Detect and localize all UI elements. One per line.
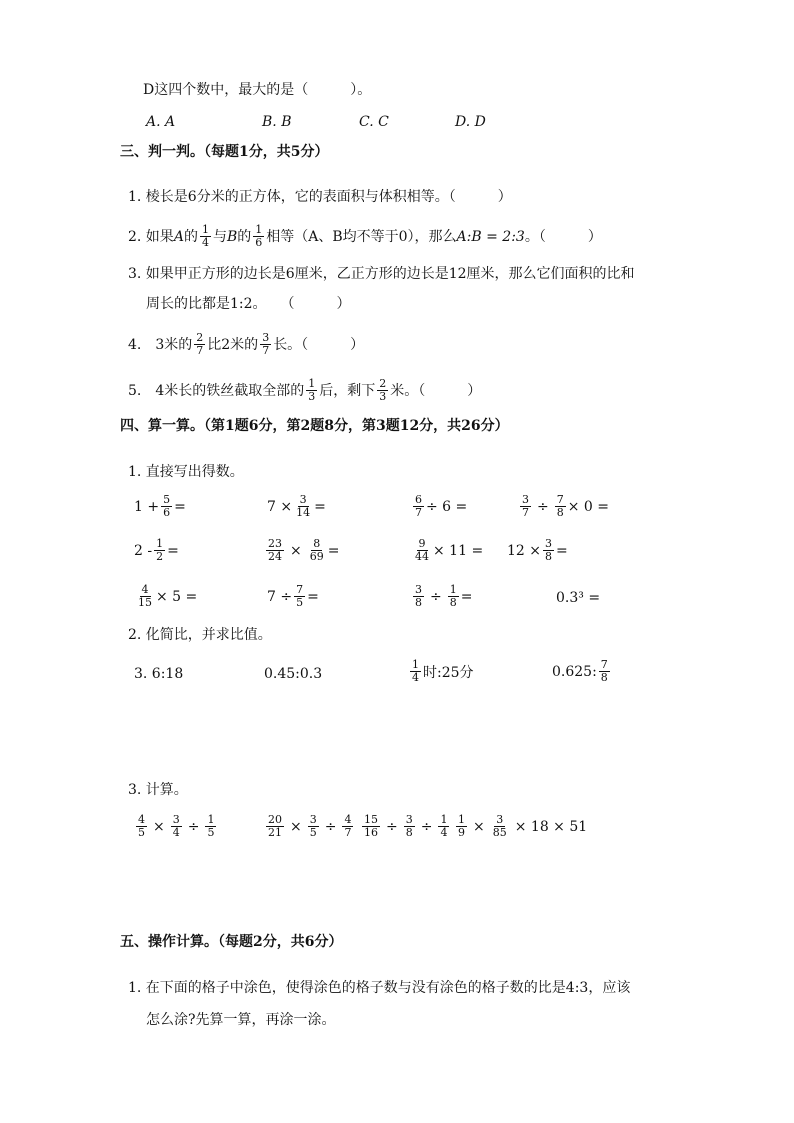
calc-expr-1: $\frac{4}{5}$ × $\frac{3}{4}$ ÷ $\frac{1}{5}$ <box>138 813 215 839</box>
calc-expr-3: $\frac{15}{16}$ ÷ $\frac{3}{8}$ ÷ $\frac{1}{4}$ <box>364 813 448 839</box>
item-text: 相等（A、B均不等于0），那么 <box>266 228 457 245</box>
judge-item-5 <box>128 378 481 403</box>
item-text: 5. 4米长的铁丝截取全部的 <box>128 382 305 399</box>
item-text: 。（ ） <box>524 228 602 245</box>
calc-expr-4: $\frac{1}{9}$ × $\frac{3}{85}$ × 18 × 51 <box>458 813 588 839</box>
item-text: 与 <box>212 228 227 245</box>
item-var: B <box>226 228 238 245</box>
direct-calc-r1c3: $\frac{6}{7}$ ÷ 6 = <box>415 493 468 519</box>
direct-calc-r1c4: $\frac{3}{7}$ ÷ $\frac{7}{8}$ × 0 = <box>522 493 610 519</box>
item-text: 4. 3米的 <box>128 336 193 353</box>
fraction: $\frac{1}{4}$ <box>201 223 209 249</box>
direct-calc-r2c2: $\frac{23}{24}$ × $\frac{8}{69}$ = <box>268 537 340 563</box>
judge-item-3-line1: 3. 如果甲正方形的边长是6厘米，乙正方形的边长是12厘米，那么它们面积的比和 <box>128 266 635 282</box>
option-a: A. A <box>146 114 176 130</box>
direct-calc-r3c1: $\frac{4}{15}$ × 5 = <box>138 583 198 609</box>
option-b: B. B <box>262 114 292 130</box>
item-text: 的 <box>237 228 252 245</box>
subquestion-1: 1. 直接写出得数。 <box>128 464 244 480</box>
direct-calc-r1c1: 1 + $\frac{5}{6}$ = <box>134 493 186 519</box>
ratio-3: $\frac{1}{4}$ 时:25分 <box>412 658 474 684</box>
item-text: 比2米的 <box>207 336 259 353</box>
fraction: $\frac{3}{7}$ <box>262 331 270 357</box>
direct-calc-r3c4: 0.3³ = <box>556 590 601 606</box>
judge-item-1: 1. 棱长是6分米的正方体，它的表面积与体积相等。（ ） <box>128 189 512 205</box>
direct-calc-r3c2: 7 ÷ $\frac{7}{5}$ = <box>267 583 319 609</box>
option-c: C. C <box>359 114 389 130</box>
option-d: D. D <box>455 114 486 130</box>
fraction: $\frac{1}{3}$ <box>308 377 316 403</box>
item-var: A <box>173 228 184 245</box>
item-ratio: A:B = 2:3 <box>456 228 525 245</box>
fraction: $\frac{2}{7}$ <box>196 331 204 357</box>
operation-item-1-line1: 1. 在下面的格子中涂色，使得涂色的格子数与没有涂色的格子数的比是4:3，应该 <box>128 980 631 996</box>
item-text: 长。（ ） <box>273 336 365 353</box>
ratio-2: 0.45:0.3 <box>264 666 323 682</box>
section-4-heading: 四、算一算。（第1题6分，第2题8分，第3题12分，共26分） <box>120 418 509 434</box>
direct-calc-r2c3: $\frac{9}{44}$ × 11 = <box>415 537 484 563</box>
ratio-1: 3. 6:18 <box>134 666 184 682</box>
subquestion-3: 3. 计算。 <box>128 782 188 798</box>
calc-expr-2: $\frac{20}{21}$ × $\frac{3}{5}$ ÷ $\frac{4}{7}$ <box>268 813 352 839</box>
judge-item-2 <box>128 224 602 249</box>
section-3-heading: 三、判一判。（每题1分，共5分） <box>120 144 329 160</box>
judge-item-3-line2: 周长的比都是1:2。 （ ） <box>146 296 351 312</box>
ratio-4: 0.625: $\frac{7}{8}$ <box>552 658 608 684</box>
fraction: $\frac{2}{3}$ <box>379 377 387 403</box>
judge-item-4 <box>128 332 364 357</box>
direct-calc-r3c3: $\frac{3}{8}$ ÷ $\frac{1}{8}$ = <box>415 583 473 609</box>
direct-calc-r2c4: 12 × $\frac{3}{8}$ = <box>507 537 568 563</box>
item-text: 后，剩下 <box>319 382 376 399</box>
direct-calc-r2c1: 2 - $\frac{1}{2}$ = <box>134 537 179 563</box>
direct-calc-r1c2: 7 × $\frac{3}{14}$ = <box>267 493 326 519</box>
subquestion-2: 2. 化简比，并求比值。 <box>128 627 272 643</box>
item-text: 的 <box>183 228 198 245</box>
fraction: $\frac{1}{6}$ <box>255 223 263 249</box>
question-stem: D这四个数中，最大的是（ ）。 <box>143 82 372 98</box>
item-text: 2. 如果 <box>128 228 174 245</box>
section-5-heading: 五、操作计算。（每题2分，共6分） <box>120 934 343 950</box>
operation-item-1-line2: 怎么涂?先算一算，再涂一涂。 <box>146 1012 336 1028</box>
item-text: 米。（ ） <box>390 382 482 399</box>
